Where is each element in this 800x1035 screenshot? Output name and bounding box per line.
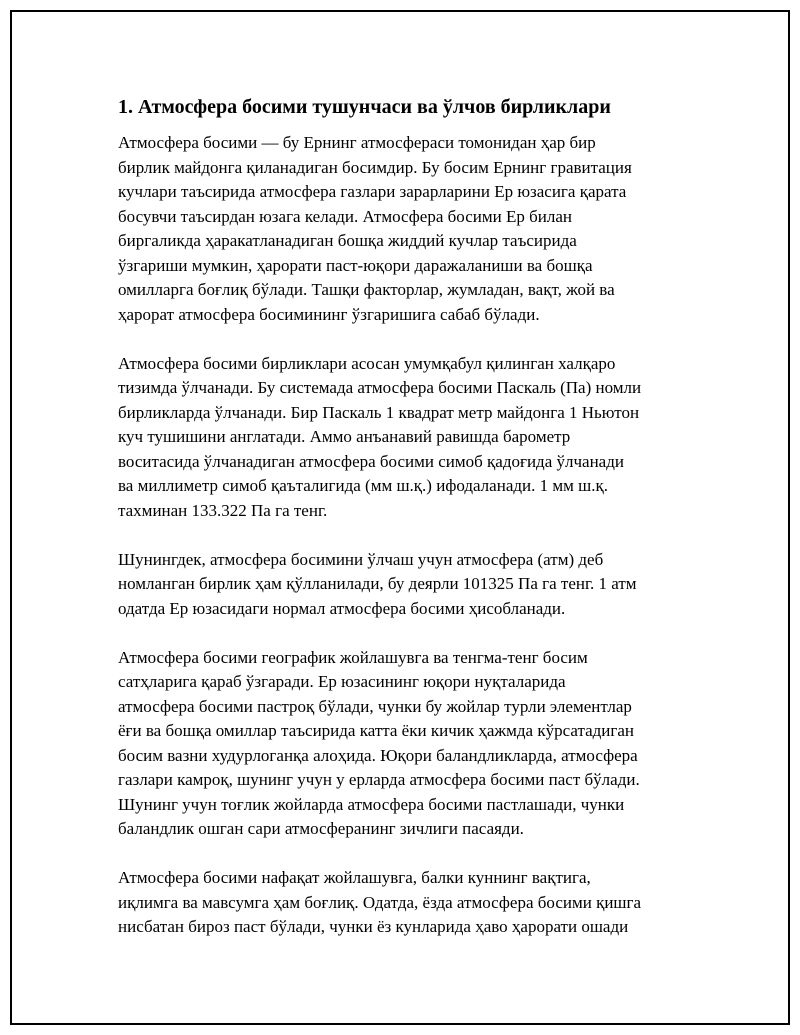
text-line: Шунинг учун тоғлик жойларда атмосфера босими пастлашади, чунки [118, 794, 625, 814]
text-line: Атмосфера босими бирликлари асосан умумқабул қилинган халқаро [118, 353, 616, 373]
section-heading: 1. Атмосфера босими тушунчаси ва ўлчов бирликлари [118, 96, 611, 118]
paragraph-3 [118, 548, 698, 622]
paragraph-4 [118, 646, 698, 842]
text-line: нисбатан бироз паст бўлади, чунки ёз кунларида ҳаво ҳарорати ошади [118, 917, 629, 936]
text-line: омилларга боғлиқ бўлади. Ташқи факторлар, жумладан, вақт, жой ва [118, 280, 615, 299]
document-body [118, 93, 698, 964]
text-line: ёғи ва бошқа омиллар таъсирида катта ёки кичик ҳажмда кўрсатадиган [118, 721, 635, 740]
text-line: куч тушишини англатади. Аммо анъанавий равишда барометр [118, 427, 571, 446]
text-line: ва миллиметр симоб қаъталигида (мм ш.қ.) ифодаланади. 1 мм ш.қ. [118, 476, 608, 495]
text-line: баландлик ошган сари атмосферанинг зичлиги пасаяди. [118, 819, 524, 838]
text-line: бирлик майдонга қиланадиган босимдир. Бу босим Ернинг гравитация [118, 157, 632, 177]
text-line: бирликларда ўлчанади. Бир Паскаль 1 квадрат метр майдонга 1 Ньютон [118, 402, 640, 422]
text-line: Атмосфера босими — бу Ернинг атмосфераси томонидан ҳар бир [118, 133, 596, 152]
text-line: ўзгариши мумкин, ҳарорати паст-юқори даражаланиши ва бошқа [118, 255, 593, 275]
paragraph-1 [118, 131, 698, 327]
text-line: сатҳларига қараб ўзгаради. Ер юзасининг юқори нуқталарида [118, 672, 566, 691]
text-line: Атмосфера босими географик жойлашувга ва тенгма-тенг босим [118, 647, 588, 667]
paragraph-2 [118, 352, 698, 524]
text-line: ҳарорат атмосфера босимининг ўзгаришига сабаб бўлади. [118, 304, 540, 324]
text-line: тахминан 133.322 Па га тенг. [118, 500, 328, 520]
text-line: Шунингдек, атмосфера босимини ўлчаш учун атмосфера (атм) деб [118, 549, 604, 569]
text-line: воситасида ўлчанадиган атмосфера босими симоб қадоғида ўлчанади [118, 451, 624, 471]
text-line: номланган бирлик ҳам қўлланилади, бу деярли 101325 Па га тенг. 1 атм [118, 574, 637, 593]
text-line: газлари камроқ, шунинг учун у ерларда атмосфера босими паст бўлади. [118, 770, 640, 789]
text-line: иқлимга ва мавсумга ҳам боғлиқ. Одатда, ёзда атмосфера босими қишга [118, 892, 642, 912]
text-line: одатда Ер юзасидаги нормал атмосфера босими ҳисобланади. [118, 598, 566, 618]
text-line: кучлари таъсирида атмосфера газлари зарарларини Ер юзасига қарата [118, 182, 627, 201]
text-line: босим вазни худурлоганқа алоҳида. Юқори баландликларда, атмосфера [118, 745, 638, 765]
text-line: биргаликда ҳаракатланадиган бошқа жиддий кучлар таъсирида [118, 231, 577, 250]
text-line: тизимда ўлчанади. Бу системада атмосфера босими Паскаль (Па) номли [118, 378, 642, 397]
text-line: атмосфера босими пастроқ бўлади, чунки бу жойлар турли элементлар [118, 696, 632, 716]
paragraph-5 [118, 866, 698, 940]
text-line: босувчи таъсирдан юзага келади. Атмосфера босими Ер билан [118, 206, 572, 226]
text-line: Атмосфера босими нафақат жойлашувга, балки куннинг вақтига, [118, 868, 591, 887]
